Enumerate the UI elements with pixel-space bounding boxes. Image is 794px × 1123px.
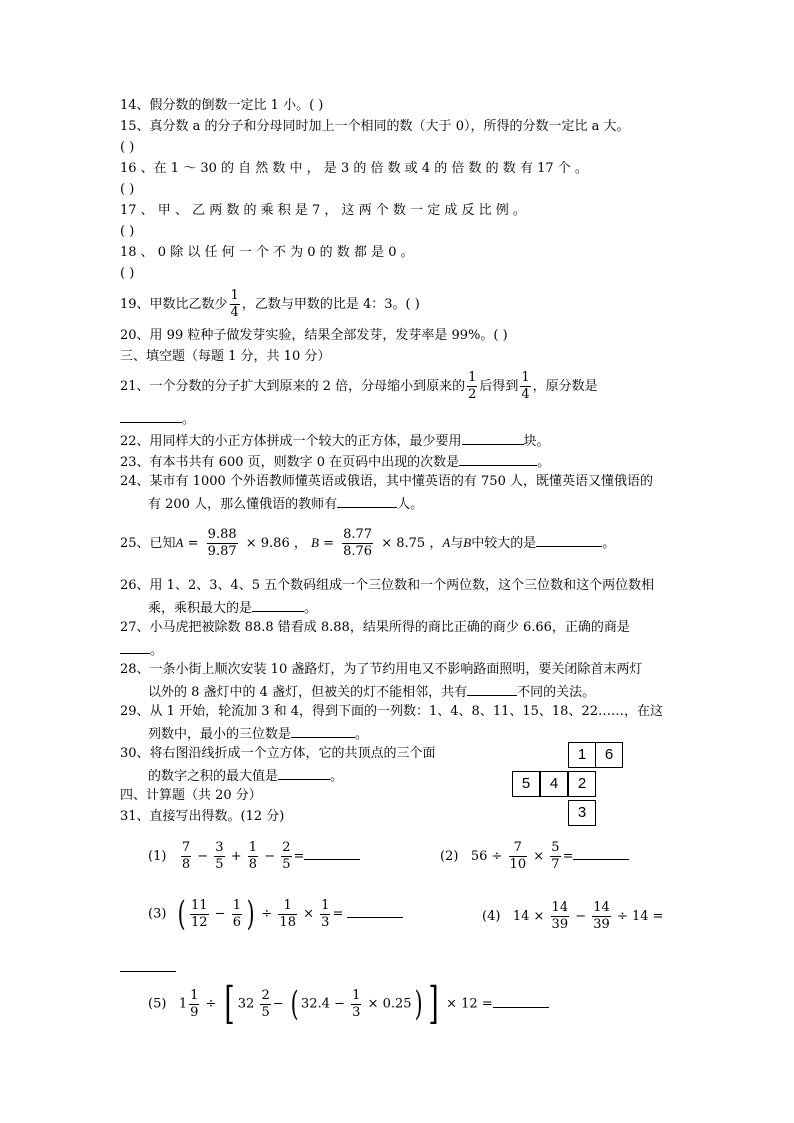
fraction-denominator: 7	[551, 857, 560, 872]
calc-5-dec: 32.4 −	[301, 996, 346, 1012]
question-28-line-2	[148, 682, 595, 702]
calc-2	[440, 840, 629, 873]
calc-5-lbracket: [	[224, 978, 235, 1029]
q25-pre: 25、已知	[120, 536, 176, 551]
calc-4-frac-b	[592, 900, 611, 933]
q28-post: 不同的关法。	[517, 685, 596, 700]
q21-blank[interactable]	[120, 409, 182, 423]
calc-3-lparen: (	[177, 894, 186, 934]
question-15-answer: ( )	[120, 140, 135, 155]
fraction-denominator: 5	[261, 1004, 270, 1020]
fraction-denominator: 18	[279, 914, 296, 930]
calc-2-eq: =	[562, 849, 574, 864]
calc-5-frac-a	[189, 988, 199, 1021]
fraction-numerator: 14	[593, 900, 610, 915]
fraction-denominator: 6	[232, 914, 241, 930]
fraction-denominator: 5	[282, 857, 291, 872]
q25-frac-2	[342, 527, 373, 560]
fraction-denominator: 39	[551, 917, 569, 932]
calc-2-blank[interactable]	[573, 846, 629, 860]
question-22	[120, 431, 550, 451]
calc-5-rparen: )	[414, 984, 423, 1024]
calc-2-lead: 56 ÷	[470, 849, 503, 864]
calc-3-frac-b	[232, 898, 242, 931]
question-21-answer	[120, 409, 195, 429]
question-15: 15、真分数 a 的分子和分母同时加上一个相同的数（大于 0），所得的分数一定比 a 大。	[120, 119, 630, 134]
q23-post: 。	[537, 455, 551, 470]
q23-pre: 23、有本书共有 600 页，则数字 0 在页码中出现的次数是	[120, 455, 460, 470]
section-4-title: 四、计算题（共 20 分）	[120, 788, 262, 803]
question-19	[120, 288, 420, 321]
calc-3-label: (3)	[148, 906, 167, 922]
q25-eq-b: =	[318, 536, 339, 551]
question-26: 26、用 1、2、3、4、5 五个数码组成一个三位数和一个两位数，这个三位数和这个两位数相	[120, 578, 655, 593]
fraction-denominator: 3	[321, 914, 330, 930]
q21-mid: 后得到	[479, 379, 519, 394]
calc-3-op2: ÷	[261, 906, 273, 922]
calc-5-tail: × 12 =	[446, 996, 493, 1012]
q25-var-a2: A	[442, 535, 451, 550]
q19-den: 4	[230, 305, 239, 320]
calc-1-op2: +	[230, 849, 242, 864]
fraction-denominator: 8	[248, 857, 258, 872]
question-23	[120, 452, 550, 472]
q26-post: 。	[304, 601, 318, 616]
fraction-denominator: 9	[190, 1004, 199, 1020]
q22-post: 块。	[523, 434, 550, 449]
fraction-denominator: 8	[181, 857, 191, 872]
question-14: 14、假分数的倒数一定比 1 小。( )	[120, 98, 324, 113]
q26-pre: 乘，乘积最大的是	[148, 601, 253, 616]
q29-blank[interactable]	[291, 724, 355, 738]
fraction-numerator: 1	[190, 987, 199, 1003]
calc-5-blank[interactable]	[493, 994, 549, 1008]
q25-frac-1	[207, 527, 238, 560]
q21-f1-den: 2	[468, 387, 477, 402]
question-21	[120, 370, 598, 403]
calc-4-blank[interactable]	[120, 958, 176, 972]
q25-blank[interactable]	[536, 533, 602, 547]
q19-fraction	[230, 288, 240, 321]
q25-f1-den: 9.87	[207, 544, 237, 559]
q25-var-b2: B	[463, 535, 472, 550]
q21-f2-den: 4	[521, 387, 530, 402]
calc-4-op: −	[575, 909, 587, 924]
calc-5-lparen: (	[290, 984, 299, 1024]
calc-1-blank[interactable]	[304, 846, 360, 860]
q25-f2-num: 8.77	[343, 527, 373, 542]
q21-frac-2	[520, 370, 530, 403]
question-16-answer: ( )	[120, 182, 135, 197]
question-18: 18 、 0 除 以 任 何 一 个 不 为 0 的 数 都 是 0 。	[120, 245, 414, 260]
q28-pre: 以外的 8 盏灯中的 4 盏灯，但被关的灯不能相邻，共有	[148, 685, 468, 700]
q21-end: 。	[182, 412, 196, 427]
calc-5-op2: −	[272, 996, 284, 1012]
q25-f1-num: 9.88	[207, 527, 237, 542]
calc-5-whole: 1	[178, 996, 188, 1012]
q25-var-a: A	[175, 535, 184, 550]
calc-1-frac-c	[248, 840, 258, 873]
calc-2-op: ×	[533, 849, 545, 864]
calc-1-frac-b	[214, 840, 224, 873]
calc-4-lead: 14 ×	[512, 909, 545, 924]
q24-pre: 有 200 人，那么懂俄语的教师有	[148, 497, 338, 512]
q19-text-pre: 19、甲数比乙数少	[120, 297, 228, 312]
fraction-numerator: 3	[215, 840, 224, 855]
calc-1-frac-a	[181, 840, 191, 873]
fraction-numerator: 1	[352, 987, 361, 1003]
q25-mid-1: × 9.86 ，	[241, 536, 311, 551]
question-26-line-2	[148, 598, 317, 618]
calc-2-frac-b	[550, 840, 560, 873]
calc-3-blank[interactable]	[347, 904, 403, 918]
question-28: 28、一条小街上顺次安装 10 盏路灯，为了节约用电又不影响路面照明，要关闭除首末两灯	[120, 662, 643, 677]
q21-frac-1	[467, 370, 477, 403]
calc-1	[148, 840, 360, 873]
calc-3-frac-c	[278, 898, 297, 931]
q25-tail: 中较大的是	[471, 536, 537, 551]
calc-3-frac-a	[190, 898, 209, 931]
cube-face-1: 1	[568, 742, 596, 768]
q29-post: 。	[355, 727, 369, 742]
fraction-denominator: 3	[352, 1004, 361, 1020]
q25-mid-2: × 8.75 ，	[377, 536, 443, 551]
fraction-numerator: 7	[181, 840, 191, 855]
q19-text-post: ，乙数与甲数的比是 4：3。( )	[241, 297, 420, 312]
q19-num: 1	[230, 288, 239, 303]
q21-f1-num: 1	[468, 370, 477, 385]
question-16: 16 、在 1 ～ 30 的 自 然 数 中 ， 是 3 的 倍 数 或 4 的 倍 数 的 数 有 17 个 。	[120, 161, 588, 176]
fraction-numerator: 1	[248, 840, 258, 855]
fraction-denominator: 12	[190, 914, 208, 930]
calc-5-frac-b	[260, 988, 270, 1021]
fraction-numerator: 14	[551, 900, 569, 915]
q23-blank[interactable]	[459, 452, 537, 466]
q28-blank[interactable]	[467, 682, 517, 696]
q27-end: 。	[150, 643, 164, 658]
calc-4-answer	[120, 958, 176, 978]
q24-post: 人。	[397, 497, 424, 512]
question-30: 30、将右图沿线折成一个立方体，它的共顶点的三个面	[120, 746, 436, 761]
fraction-denominator: 5	[215, 857, 224, 872]
question-25	[120, 527, 615, 560]
calc-5-label: (5)	[148, 996, 167, 1012]
q25-eq-a: =	[183, 536, 203, 551]
q24-blank[interactable]	[337, 494, 397, 508]
calc-3-eq: =	[332, 906, 344, 922]
calc-3-frac-d	[320, 898, 330, 931]
calc-1-op1: −	[197, 849, 209, 864]
calc-4-frac-a	[551, 900, 570, 933]
calc-1-op3: −	[264, 849, 276, 864]
calc-4-label: (4)	[482, 909, 501, 924]
question-31: 31、直接写出得数。(12 分)	[120, 809, 285, 824]
calc-1-label: (1)	[148, 849, 167, 864]
q26-blank[interactable]	[252, 598, 304, 612]
question-27-answer	[120, 640, 163, 660]
question-24: 24、某市有 1000 个外语教师懂英语或俄语，其中懂英语的有 750 人，既懂英语又懂俄语的	[120, 474, 653, 489]
q27-blank[interactable]	[120, 640, 150, 654]
q29-pre: 列数中，最小的三位数是	[148, 727, 292, 742]
calc-5-rbracket: ]	[428, 978, 439, 1029]
question-30-line-2	[148, 766, 343, 786]
calc-4	[482, 900, 664, 933]
question-20: 20、用 99 粒种子做发芽实验，结果全部发芽，发芽率是 99%。( )	[120, 328, 508, 343]
calc-3-op3: ×	[303, 906, 315, 922]
q30-pre: 的数字之积的最大值是	[148, 769, 279, 784]
q22-pre: 22、用同样大的小正方体拼成一个较大的正方体，最少要用	[120, 434, 462, 449]
question-29-line-2	[148, 724, 368, 744]
q25-and: 与	[450, 536, 464, 551]
question-29: 29、从 1 开始，轮流加 3 和 4，得到下面的一列数：1、4、8、11、15、18、22……，在这	[120, 704, 663, 719]
cube-face-3: 3	[568, 800, 596, 826]
q22-blank[interactable]	[462, 431, 524, 445]
q21-f2-num: 1	[521, 370, 530, 385]
calc-5-op3: × 0.25	[367, 996, 412, 1012]
calc-5-frac-c	[351, 988, 361, 1021]
calc-3-rparen: )	[246, 894, 255, 934]
question-24-line-2	[148, 494, 423, 514]
fraction-numerator: 1	[278, 898, 297, 915]
fraction-denominator: 10	[509, 857, 527, 872]
calc-1-frac-d	[281, 840, 291, 873]
question-18-answer: ( )	[120, 266, 135, 281]
fraction-numerator: 7	[509, 840, 528, 857]
calc-2-frac-a	[509, 840, 528, 873]
calc-5-op1: ÷	[205, 996, 217, 1012]
question-27: 27、小马虎把被除数 88.8 错看成 8.88，结果所得的商比正确的商少 6.66，正确的商是	[120, 620, 630, 635]
calc-2-label: (2)	[440, 849, 459, 864]
q25-var-b: B	[311, 535, 319, 550]
cube-face-4: 4	[540, 771, 568, 797]
q21-post: ，原分数是	[532, 379, 598, 394]
question-17-answer: ( )	[120, 224, 135, 239]
fraction-numerator: 11	[190, 897, 208, 913]
cube-face-5: 5	[512, 771, 540, 797]
question-17: 17 、 甲 、 乙 两 数 的 乘 积 是 7 ， 这 两 个 数 一 定 成 反 比 例 。	[120, 203, 526, 218]
cube-face-2: 2	[568, 771, 596, 797]
q25-f2-den: 8.76	[343, 544, 373, 559]
fraction-numerator: 1	[232, 897, 241, 913]
calc-5	[148, 978, 549, 1029]
q30-blank[interactable]	[278, 766, 330, 780]
q25-end: 。	[602, 536, 616, 551]
calc-3-op1: −	[214, 906, 226, 922]
fraction-numerator: 1	[321, 897, 330, 913]
section-3-title: 三、填空题（每题 1 分，共 10 分）	[120, 349, 331, 364]
q30-post: 。	[330, 769, 344, 784]
calc-5-inner-whole: 32	[237, 996, 255, 1012]
fraction-numerator: 2	[282, 840, 291, 855]
calc-3	[148, 894, 403, 934]
fraction-denominator: 39	[593, 917, 610, 932]
fraction-numerator: 2	[261, 987, 270, 1003]
calc-4-tail: ÷ 14 =	[616, 909, 664, 924]
cube-face-6: 6	[595, 742, 623, 768]
q21-pre: 21、一个分数的分子扩大到原来的 2 倍，分母缩小到原来的	[120, 379, 466, 394]
calc-1-eq: =	[293, 849, 305, 864]
fraction-numerator: 5	[551, 840, 560, 855]
